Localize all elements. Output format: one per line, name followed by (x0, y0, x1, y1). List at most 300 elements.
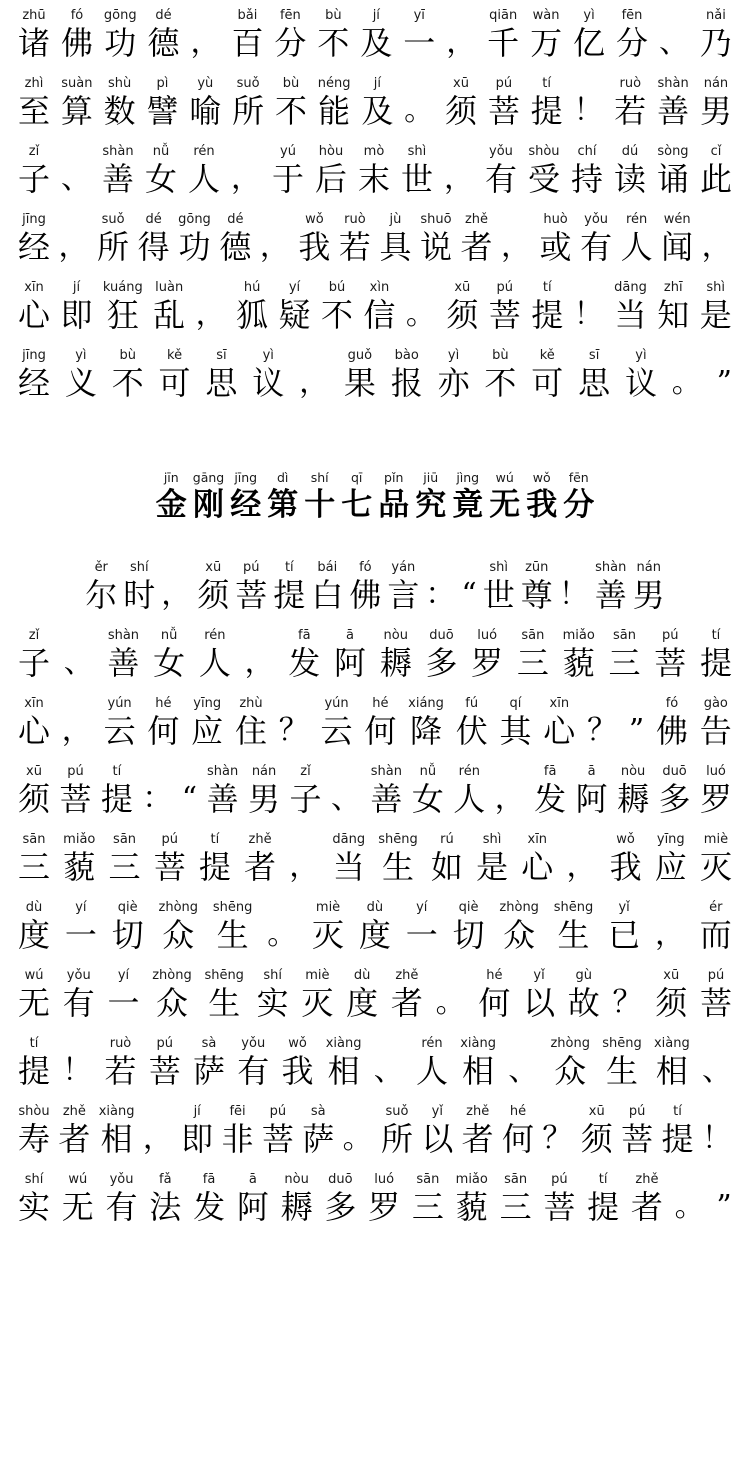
pinyin: zhě (62, 1104, 86, 1119)
hanzi: ” (716, 1189, 732, 1224)
pinyin: nán (636, 560, 661, 575)
hanzi: ， (195, 297, 226, 332)
hanzi: 萨 (192, 1052, 225, 1090)
character-cell (700, 280, 732, 334)
hanzi: 相 (327, 1052, 360, 1090)
character-cell (205, 348, 237, 402)
pinyin: zǐ (300, 764, 311, 779)
hanzi: 、 (508, 1053, 539, 1088)
hanzi: 何 (502, 1120, 535, 1158)
character-cell (610, 832, 642, 886)
hanzi: 罗 (368, 1188, 401, 1226)
hanzi: 萨 (302, 1120, 335, 1158)
character-cell (103, 280, 143, 334)
sutra-line (18, 1172, 732, 1226)
character-cell (279, 280, 311, 334)
character-cell (521, 832, 553, 886)
hanzi: 及 (360, 24, 393, 62)
character-cell (391, 348, 423, 402)
pinyin: miǎo (562, 628, 595, 643)
hanzi: 经 (230, 487, 262, 523)
character-cell (381, 1104, 413, 1158)
hanzi: 何 (147, 712, 180, 750)
pinyin: wǒ (616, 832, 635, 847)
hanzi: 第 (267, 487, 299, 523)
pinyin: nǚ (160, 628, 178, 643)
hanzi: 人 (198, 644, 231, 682)
character-cell (446, 280, 478, 334)
pinyin: wú (24, 968, 44, 983)
hanzi: 譬 (146, 92, 179, 130)
hanzi: 已 (608, 916, 641, 954)
character-cell (222, 1104, 254, 1158)
character-cell (267, 470, 298, 524)
pinyin: tí (284, 560, 294, 575)
hanzi: 、 (61, 161, 91, 196)
pinyin: nòu (620, 764, 646, 779)
character-cell (573, 8, 605, 62)
pinyin: guǒ (347, 348, 373, 363)
punctuation-cell (573, 76, 603, 130)
hanzi: 应 (191, 712, 224, 750)
character-cell (655, 968, 687, 1022)
character-cell (275, 76, 307, 130)
pinyin: hú (243, 280, 261, 295)
pinyin: miǎo (63, 832, 96, 847)
hanzi: 提 (699, 644, 732, 682)
hanzi: 得 (137, 228, 170, 266)
hanzi: 经 (18, 228, 51, 266)
character-cell (521, 560, 553, 614)
character-cell (159, 900, 199, 954)
hanzi: 而 (699, 916, 732, 954)
character-cell (244, 832, 276, 886)
hanzi: 提 (100, 780, 133, 818)
character-cell (403, 8, 435, 62)
hanzi: 子 (18, 160, 51, 198)
hanzi: 有 (105, 1188, 138, 1226)
hanzi: 者 (630, 1188, 663, 1226)
hanzi: 菩 (261, 1120, 294, 1158)
pinyin: sī (588, 348, 600, 363)
character-cell (379, 212, 411, 266)
hanzi: ， (289, 849, 320, 884)
character-cell (499, 696, 531, 750)
pinyin: pú (67, 764, 84, 779)
hanzi: 男 (248, 780, 281, 818)
character-cell (85, 560, 117, 614)
hanzi: 尊 (520, 576, 553, 614)
hanzi: 者 (461, 1120, 494, 1158)
pinyin: xū (454, 280, 471, 295)
character-cell (568, 968, 600, 1022)
pinyin: shēng (602, 1036, 642, 1051)
hanzi: 一 (64, 916, 97, 954)
pinyin: zhù (239, 696, 263, 711)
pinyin: pú (243, 560, 260, 575)
character-cell (104, 8, 137, 62)
hanzi: ， (142, 1121, 173, 1156)
hanzi: 可 (531, 364, 564, 402)
pinyin: bú (328, 280, 346, 295)
hanzi: 须 (446, 296, 479, 334)
hanzi: 女 (144, 160, 177, 198)
character-cell (431, 832, 463, 886)
character-cell (500, 1172, 532, 1226)
character-cell (18, 900, 50, 954)
character-cell (199, 832, 231, 886)
pinyin: hé (372, 696, 389, 711)
character-cell (621, 1104, 653, 1158)
hanzi: 思 (205, 364, 238, 402)
punctuation-cell (231, 144, 261, 198)
character-cell (344, 348, 376, 402)
pinyin: shàn (206, 764, 239, 779)
hanzi: 无 (18, 984, 51, 1022)
hanzi: 有 (62, 984, 95, 1022)
character-cell (18, 8, 50, 62)
hanzi: 我 (609, 848, 642, 886)
sutra-line (18, 628, 732, 682)
character-cell (654, 1036, 690, 1090)
hanzi: 万 (530, 24, 563, 62)
character-cell (346, 968, 378, 1022)
pinyin: shí (310, 470, 329, 485)
pinyin: pú (551, 1172, 568, 1187)
hanzi: ！ (573, 93, 604, 128)
pinyin: hé (486, 968, 503, 983)
pinyin: yǐ (618, 900, 630, 915)
character-cell (484, 348, 516, 402)
character-cell (304, 470, 335, 524)
character-cell (18, 968, 50, 1022)
pinyin: jí (373, 76, 381, 91)
punctuation-cell (587, 696, 617, 750)
punctuation-cell (374, 1036, 404, 1090)
character-cell (534, 764, 566, 818)
pinyin: kě (167, 348, 183, 363)
character-cell (485, 144, 517, 198)
character-cell (476, 832, 508, 886)
hanzi: 善 (101, 160, 134, 198)
hanzi: 须 (18, 780, 51, 818)
character-cell (370, 764, 402, 818)
hanzi: 者 (58, 1120, 91, 1158)
pinyin: tí (210, 832, 220, 847)
character-cell (63, 968, 95, 1022)
pinyin: jí (372, 8, 380, 23)
pinyin: yù (197, 76, 214, 91)
hanzi: 善 (657, 92, 690, 130)
character-cell (461, 212, 493, 266)
character-cell (412, 764, 444, 818)
character-cell (18, 628, 50, 682)
character-cell (452, 470, 483, 524)
pinyin: yán (391, 560, 416, 575)
pinyin: sà (201, 1036, 217, 1051)
pinyin: tí (112, 764, 122, 779)
character-cell (154, 832, 186, 886)
pinyin: xīn (24, 280, 44, 295)
hanzi: 、 (63, 645, 94, 680)
pinyin: duō (662, 764, 687, 779)
hanzi: 。 (404, 93, 435, 128)
hanzi: ， (190, 25, 221, 60)
character-cell (123, 560, 155, 614)
hanzi: 须 (197, 576, 230, 614)
punctuation-cell (182, 764, 197, 818)
character-cell (101, 764, 133, 818)
character-cell (631, 1172, 663, 1226)
hanzi: 三 (516, 644, 549, 682)
hanzi: 一 (107, 984, 140, 1022)
hanzi: 以 (421, 1120, 454, 1158)
character-cell (321, 280, 353, 334)
hanzi: 诸 (18, 24, 51, 62)
hanzi: 知 (657, 296, 690, 334)
pinyin: fó (665, 696, 679, 711)
hanzi: 。 (267, 917, 298, 952)
pinyin: xiàng (653, 1036, 690, 1051)
character-cell (456, 696, 488, 750)
hanzi: 发 (534, 780, 567, 818)
hanzi: 三 (499, 1188, 532, 1226)
hanzi: 受 (527, 160, 560, 198)
hanzi: 不 (484, 364, 517, 402)
character-cell (104, 696, 136, 750)
hanzi: 善 (594, 576, 627, 614)
character-cell (341, 470, 372, 524)
pinyin: gōng (103, 8, 137, 23)
character-cell (332, 832, 365, 886)
character-cell (230, 470, 261, 524)
character-cell (288, 628, 320, 682)
hanzi: 耨 (617, 780, 650, 818)
hanzi: 百 (231, 24, 264, 62)
hanzi: 藐 (455, 1188, 488, 1226)
pinyin: gāng (192, 470, 225, 485)
pinyin: zhě (248, 832, 272, 847)
character-cell (363, 280, 395, 334)
pinyin: xū (588, 1104, 605, 1119)
pinyin: miè (315, 900, 341, 915)
pinyin: huò (543, 212, 568, 227)
pinyin: sān (613, 628, 636, 643)
hanzi: 众 (554, 1052, 587, 1090)
pinyin: sān (22, 832, 46, 847)
pinyin: yǐ (533, 968, 545, 983)
pinyin: shòu (18, 1104, 50, 1119)
character-cell (700, 968, 732, 1022)
hanzi: 佛 (60, 24, 93, 62)
hanzi: 即 (181, 1120, 214, 1158)
character-cell (153, 628, 185, 682)
punctuation-cell (702, 1104, 732, 1158)
pinyin: cǐ (710, 144, 722, 159)
hanzi: 当 (332, 848, 365, 886)
pinyin: sān (113, 832, 137, 847)
hanzi: 菩 (488, 296, 521, 334)
pinyin: yún (324, 696, 349, 711)
hanzi: ！ (573, 297, 604, 332)
character-cell (235, 560, 267, 614)
pinyin: gào (703, 696, 728, 711)
character-cell (487, 8, 519, 62)
character-cell (471, 628, 503, 682)
character-cell (488, 76, 520, 130)
hanzi: 狐 (236, 296, 269, 334)
pinyin: shàn (107, 628, 140, 643)
character-cell (193, 470, 224, 524)
pinyin: yǒu (489, 144, 513, 159)
pinyin: zǐ (28, 628, 40, 643)
character-cell (364, 696, 396, 750)
character-cell (460, 1036, 496, 1090)
pinyin: fǎ (159, 1172, 172, 1187)
character-cell (339, 212, 371, 266)
pinyin: duō (429, 628, 454, 643)
hanzi: 实 (256, 984, 289, 1022)
hanzi: 有 (237, 1052, 270, 1090)
character-cell (232, 76, 264, 130)
punctuation-cell (508, 1036, 538, 1090)
character-cell (18, 348, 50, 402)
hanzi: 刚 (192, 487, 224, 523)
pinyin: xū (453, 76, 469, 91)
hanzi: 菩 (148, 1052, 181, 1090)
hanzi: 多 (324, 1188, 357, 1226)
pinyin: sān (504, 1172, 528, 1187)
pinyin: miè (703, 832, 729, 847)
hanzi: 三 (608, 644, 641, 682)
punctuation-cell (406, 280, 436, 334)
character-cell (274, 8, 306, 62)
pinyin: luó (374, 1172, 395, 1187)
character-cell (231, 8, 263, 62)
hanzi: 、 (330, 781, 361, 816)
hanzi: 至 (18, 92, 51, 130)
pinyin: dé (145, 212, 162, 227)
hanzi: 、 (701, 1053, 732, 1088)
pinyin: rén (421, 1036, 443, 1051)
character-cell (617, 764, 649, 818)
pinyin: tí (598, 1172, 608, 1187)
hanzi: 经 (18, 364, 51, 402)
sutra-line (18, 1036, 732, 1090)
pinyin: shēng (378, 832, 418, 847)
character-cell (406, 900, 438, 954)
pinyin: fā (202, 1172, 216, 1187)
character-cell (391, 968, 423, 1022)
hanzi: 狂 (106, 296, 139, 334)
hanzi: 不 (274, 92, 307, 130)
hanzi: 相 (462, 1052, 495, 1090)
punctuation-cell (436, 968, 466, 1022)
hanzi: 议 (252, 364, 285, 402)
pinyin: jīng (22, 212, 46, 227)
hanzi: ， (443, 161, 474, 196)
pinyin: rú (440, 832, 454, 847)
hanzi: 法 (149, 1188, 182, 1226)
character-cell (614, 280, 647, 334)
pinyin: yīng (656, 832, 685, 847)
hanzi: 切 (111, 916, 144, 954)
pinyin: xīn (549, 696, 570, 711)
hanzi: 末 (357, 160, 390, 198)
punctuation-cell (331, 764, 361, 818)
pinyin: zhě (466, 1104, 490, 1119)
character-cell (438, 348, 470, 402)
pinyin: fú (465, 696, 479, 711)
character-cell (700, 832, 732, 886)
hanzi: 菩 (487, 92, 520, 130)
character-cell (219, 212, 251, 266)
pinyin: yì (635, 348, 647, 363)
pinyin: suǒ (101, 212, 125, 227)
punctuation-cell (64, 628, 94, 682)
character-cell (499, 900, 539, 954)
hanzi: 女 (153, 644, 186, 682)
punctuation-cell (59, 212, 89, 266)
character-cell (526, 470, 557, 524)
character-cell (104, 1036, 136, 1090)
hanzi: 寿 (18, 1120, 51, 1158)
hanzi: 若 (104, 1052, 137, 1090)
hanzi: 罗 (471, 644, 504, 682)
character-cell (312, 900, 344, 954)
pinyin: nǚ (419, 764, 437, 779)
character-cell (502, 1104, 534, 1158)
character-cell (625, 348, 657, 402)
hanzi: 提 (273, 576, 306, 614)
pinyin: shí (24, 1172, 44, 1187)
hanzi: 时 (123, 576, 156, 614)
character-cell (420, 212, 452, 266)
hanzi: 如 (430, 848, 463, 886)
character-cell (99, 1104, 135, 1158)
character-cell (700, 8, 732, 62)
character-cell (655, 832, 687, 886)
hanzi: 度 (346, 984, 379, 1022)
hanzi: 所 (380, 1120, 413, 1158)
punctuation-cell (702, 1036, 732, 1090)
hanzi: 心 (521, 848, 554, 886)
pinyin: ā (587, 764, 596, 779)
punctuation-cell (495, 764, 525, 818)
pinyin: shēng (212, 900, 253, 915)
character-cell (633, 560, 665, 614)
pinyin: pú (628, 1104, 646, 1119)
character-cell (563, 628, 595, 682)
pinyin: suǒ (236, 76, 260, 91)
pinyin: qiè (458, 900, 479, 915)
character-cell (112, 900, 144, 954)
punctuation-cell (566, 832, 596, 886)
character-cell (462, 1104, 494, 1158)
character-cell (489, 470, 520, 524)
character-cell (107, 968, 139, 1022)
hanzi: ， (244, 645, 275, 680)
hanzi: “ (181, 781, 198, 816)
pinyin: shí (129, 560, 149, 575)
hanzi: 持 (570, 160, 603, 198)
character-cell (199, 628, 231, 682)
pinyin: sà (310, 1104, 326, 1119)
character-cell (18, 696, 50, 750)
hanzi: 人 (187, 160, 220, 198)
pinyin: yī (413, 8, 425, 23)
hanzi: ” (628, 713, 645, 748)
